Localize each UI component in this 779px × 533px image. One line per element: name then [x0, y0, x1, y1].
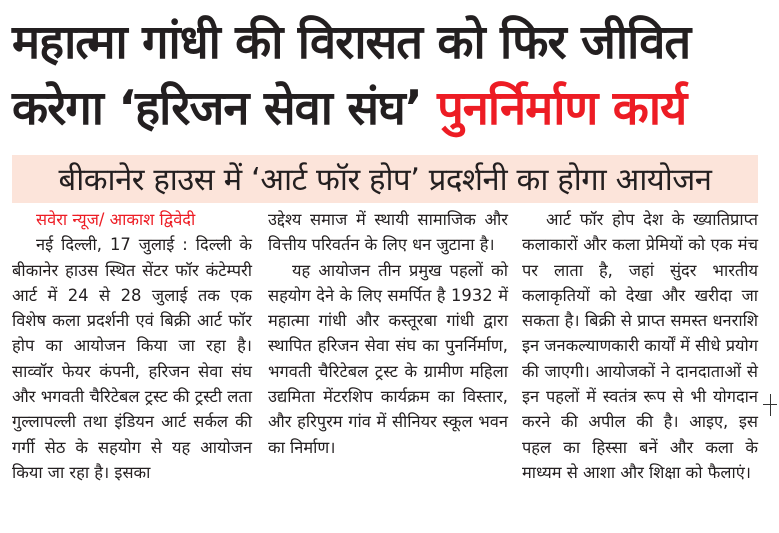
- crop-mark-icon: [763, 394, 777, 416]
- article-column-1: [12, 207, 252, 485]
- crop-mark-vertical: [770, 394, 771, 416]
- subheadline-banner: [12, 155, 758, 203]
- headline-line-2-black: करेगा ‘हरिजन सेवा संघ’: [12, 81, 438, 136]
- article-column-2: [268, 207, 508, 460]
- article-paragraph-1-continued: उद्देश्य समाज में स्थायी सामाजिक और वित्तीय परिवर्तन के लिए धन जुटाना है।: [268, 210, 508, 255]
- article-paragraph-2: यह आयोजन तीन प्रमुख पहलों को सहयोग देने के लिए समर्पित है 1932 में महात्मा गांधी और कस्तूरबा गांधी द्वारा स्थापित हरिजन सेवा संघ का पुनर्निर्माण, भगवती चैरिटेबल ट्रस्ट के ग्रामीण महिला उद्यमिता मेंटरशिप कार्यक्रम का विस्तार, और हरिपुरम गांव में सीनियर स्कूल भवन का निर्माण।: [268, 260, 508, 457]
- headline-line-2: [12, 76, 772, 142]
- headline-line-2-red: पुनर्निर्माण कार्य: [437, 81, 687, 136]
- article-paragraph-3: आर्ट फॉर होप देश के ख्यातिप्राप्त कलाकारों और कला प्रेमियों को एक मंच पर लाता है, जहां सुंदर भारतीय कलाकृतियों को देखा और खरीदा जा सकता है। बिक्री से प्राप्त समस्त धनराशि इन जनकल्याणकारी कार्यों में सीधे प्रयोग की जाएगी। आयोजकों ने दानदाताओं से इन पहलों में स्वतंत्र रूप से भी योगदान करने की अपील की है। आइए, इस पहल का हिस्सा बनें और कला के माध्यम से आशा और शिक्षा को फैलाएं।: [522, 210, 759, 482]
- article-column-3: [522, 207, 758, 485]
- article-paragraph-1: नई दिल्ली, 17 जुलाई : दिल्ली के बीकानेर हाउस स्थित सेंटर फॉर कंटेम्परी आर्ट में 24 से 28 जुलाई तक एक विशेष कला प्रदर्शनी एवं बिक्री आर्ट फॉर होप का आयोजन किया जा रहा है। साव्वॉर फेयर कंपनी, हरिजन सेवा संघ और भगवती चैरिटेबल ट्रस्ट की ट्रस्टी लता गुल्लापल्ली तथा इंडियन आर्ट सर्कल की गर्गी सेठ के सहयोग से यह आयोजन किया जा रहा है। इसका: [12, 235, 252, 482]
- subheadline: बीकानेर हाउस में ‘आर्ट फॉर होप’ प्रदर्शनी का होगा आयोजन: [58, 162, 712, 198]
- byline: सवेरा न्यूज/ आकाश द्विवेदी: [36, 210, 196, 229]
- headline: [12, 10, 772, 142]
- crop-mark-horizontal: [763, 404, 777, 405]
- headline-line-1: महात्मा गांधी की विरासत को फिर जीवित: [12, 15, 691, 70]
